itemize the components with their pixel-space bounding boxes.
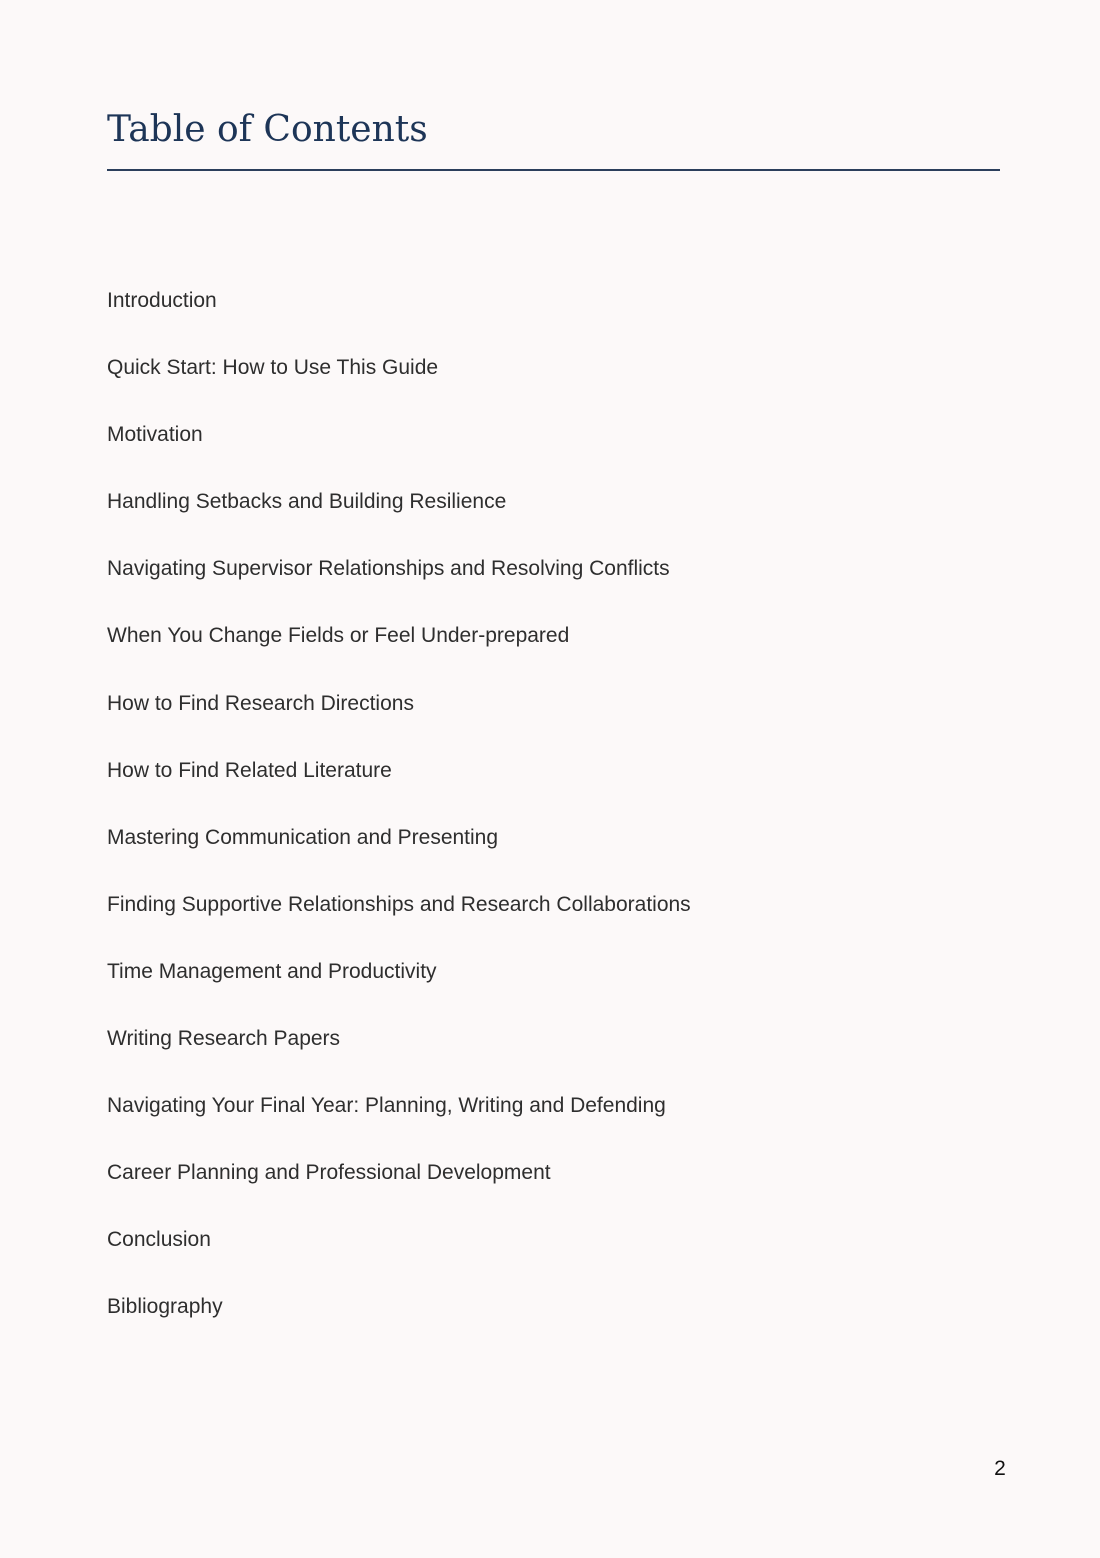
toc-item-introduction[interactable]: Introduction [107,289,217,312]
toc-item-research-directions[interactable]: How to Find Research Directions [107,691,414,715]
toc-item-motivation[interactable]: Motivation [107,423,203,447]
toc-item-supportive-relationships[interactable]: Finding Supportive Relationships and Research Collaborations [107,892,691,916]
toc-item-quick-start[interactable]: Quick Start: How to Use This Guide [107,356,439,380]
toc-item-supervisor-relationships[interactable]: Navigating Supervisor Relationships and Resolving Conflicts [107,557,670,581]
toc-item-final-year[interactable]: Navigating Your Final Year: Planning, Writing and Defending [107,1094,666,1118]
toc-item-conclusion[interactable]: Conclusion [107,1228,211,1252]
toc-item-time-management[interactable]: Time Management and Productivity [107,959,437,983]
page-title: Table of Contents [107,109,428,150]
toc-item-career-planning[interactable]: Career Planning and Professional Development [107,1161,551,1185]
toc-item-communication-presenting[interactable]: Mastering Communication and Presenting [107,825,499,849]
toc-item-bibliography[interactable]: Bibliography [107,1295,223,1319]
table-of-contents-list [107,281,691,1355]
toc-item-change-fields[interactable]: When You Change Fields or Feel Under-prepared [107,624,570,648]
toc-item-handling-setbacks[interactable]: Handling Setbacks and Building Resilience [107,490,507,514]
title-divider [107,169,1000,171]
toc-item-related-literature[interactable]: How to Find Related Literature [107,758,392,782]
page-number: 2 [994,1457,1006,1480]
toc-item-writing-papers[interactable]: Writing Research Papers [107,1027,341,1051]
